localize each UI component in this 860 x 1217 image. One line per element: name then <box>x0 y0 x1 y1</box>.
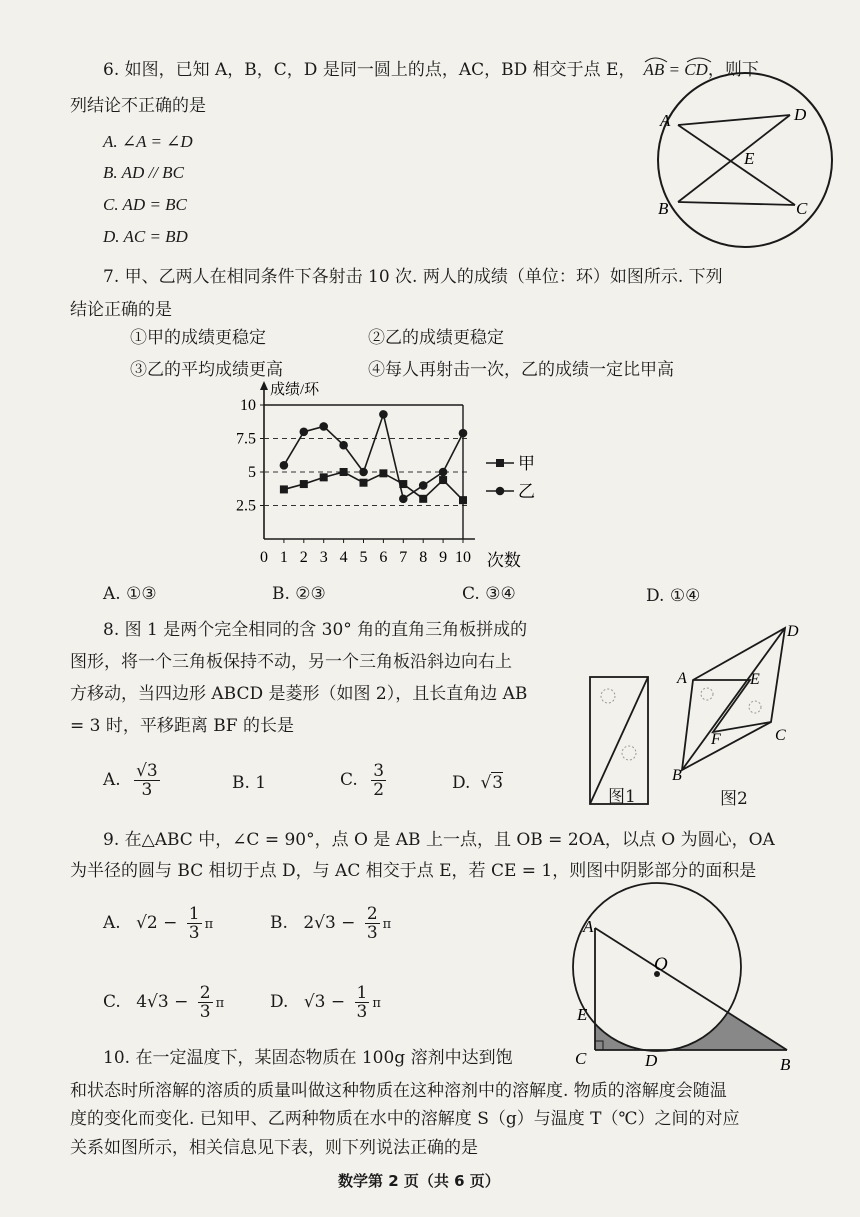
q6-label-b: B <box>658 199 669 218</box>
q8-label-c: C <box>775 727 786 744</box>
q10-line3: 度的变化而变化. 已知甲、乙两种物质在水中的溶解度 S（g）与温度 T（℃）之间的对应 <box>70 1109 740 1129</box>
series-1-point <box>300 480 308 488</box>
series-2-point <box>399 495 408 504</box>
q9-label-b: B <box>780 1055 791 1074</box>
series-2-point <box>339 441 348 450</box>
q8-option-c-numerator: 3 <box>373 761 385 781</box>
x-tick-label: 7 <box>399 549 408 566</box>
x-tick-label: 8 <box>419 549 428 566</box>
q9-option-b: B. 2√3 − $\frac{2}{3}$ π <box>270 904 392 943</box>
x-tick-label: 10 <box>455 549 471 566</box>
q8-option-c: C. $\frac{3}{2}$ <box>340 761 385 800</box>
x-tick-label: 0 <box>260 549 268 566</box>
y-tick-label: 7.5 <box>236 430 256 448</box>
q8-label-a: A <box>677 670 687 687</box>
q7-statement-3: ③乙的平均成绩更高 <box>130 360 283 380</box>
q7-option-a: A. ①③ <box>103 584 157 604</box>
legend-label-2: 乙 <box>518 482 535 501</box>
series-2-point <box>280 461 289 470</box>
q7-option-d: D. ①④ <box>646 586 701 606</box>
q6-label-a: A <box>660 111 671 130</box>
series-2-point <box>379 410 388 419</box>
q6-label-d: D <box>794 105 807 124</box>
q6-arc-equation: AB = CD <box>643 60 707 80</box>
q9-option-a: A. √2 − $\frac{1}{3}$ π <box>103 904 214 943</box>
q8-figures <box>585 622 845 812</box>
q7-option-b: B. ②③ <box>272 584 326 604</box>
q8-line4: = 3 时，平移距离 BF 的长是 <box>70 716 294 736</box>
q8-label-e: E <box>750 671 760 688</box>
q6-option-c: C. AD = BC <box>103 195 187 214</box>
x-tick-label: 9 <box>439 549 448 566</box>
q9-label-a: A <box>583 917 594 936</box>
x-tick-label: 6 <box>379 549 388 566</box>
q7-statement-2: ②乙的成绩更稳定 <box>368 328 504 348</box>
y-tick-label: 2.5 <box>236 497 256 515</box>
q7-statement-1: ①甲的成绩更稳定 <box>130 328 266 348</box>
q8-line3: 方移动，当四边形 ABCD 是菱形（如图 2），且长直角边 AB <box>70 684 528 704</box>
q7-option-c: C. ③④ <box>462 584 516 604</box>
series-2-point <box>459 429 468 438</box>
q10-line4: 关系如图所示，相关信息见下表，则下列说法正确的是 <box>70 1138 478 1158</box>
y-axis-label: 成绩/环 <box>270 382 320 398</box>
series-1-point <box>439 476 447 484</box>
q8-option-a-denominator: 3 <box>141 780 153 800</box>
y-tick-label: 5 <box>248 464 256 481</box>
q6-option-d: D. AC = BD <box>103 227 188 246</box>
q10-line2: 和状态时所溶解的溶质的质量叫做这种物质在这种溶剂中的溶解度. 物质的溶解度会随温 <box>70 1081 727 1101</box>
q8-line1: 8. 图 1 是两个完全相同的含 30° 角的直角三角板拼成的 <box>103 620 528 640</box>
series-1-point <box>379 469 387 477</box>
q6-label-e: E <box>744 149 755 168</box>
q6-option-a: A. ∠A = ∠D <box>103 132 193 151</box>
legend-label-1: 甲 <box>518 454 535 473</box>
legend-marker-1 <box>496 459 504 467</box>
series-1-point <box>320 473 328 481</box>
q6-circle-figure <box>650 90 840 250</box>
q8-fig1-caption-text: 图1 <box>608 787 636 807</box>
x-axis-label: 次数 <box>486 551 521 570</box>
q9-label-c: C <box>575 1049 587 1068</box>
q9-option-c: C. 4√3 − $\frac{2}{3}$ π <box>103 983 225 1022</box>
q7-line2: 结论正确的是 <box>70 300 172 320</box>
q8-option-a: A. $\frac{√3}{3}$ <box>103 761 158 800</box>
series-1-point <box>340 468 348 476</box>
q9-label-o: O <box>654 954 668 975</box>
series-1-point <box>280 485 288 493</box>
q9-label-e: E <box>577 1005 588 1024</box>
series-2-point <box>439 468 448 477</box>
series-2-point <box>319 422 328 431</box>
q6-option-b: B. AD // BC <box>103 163 184 182</box>
x-tick-label: 4 <box>339 549 348 566</box>
legend-marker-2 <box>496 487 505 496</box>
q8-option-d: D. √3 <box>452 773 504 793</box>
y-axis-arrow <box>260 381 268 390</box>
x-tick-label: 3 <box>319 549 328 566</box>
q8-label-d: D <box>787 623 799 640</box>
q8-option-a-numerator: √3 <box>136 761 158 781</box>
q6-line1: 6. 如图，已知 A，B，C，D 是同一圆上的点，AC，BD 相交于点 E， AB = CD ，则下 <box>103 60 759 80</box>
series-1-point <box>360 479 368 487</box>
series-2-point <box>300 428 309 437</box>
q8-fig2-caption-text: 图2 <box>720 789 748 809</box>
q8-option-b: B. 1 <box>232 773 267 793</box>
q7-score-chart <box>228 380 588 580</box>
x-tick-label: 2 <box>299 549 308 566</box>
q7-line1: 7. 甲、乙两人在相同条件下各射击 10 次. 两人的成绩（单位：环）如图所示. 下列 <box>103 267 723 287</box>
q8-option-c-denominator: 2 <box>373 780 385 800</box>
series-1-point <box>419 495 427 503</box>
x-tick-label: 5 <box>359 549 368 566</box>
x-tick-label: 1 <box>279 549 288 566</box>
q8-line2: 图形，将一个三角板保持不动，另一个三角板沿斜边向右上 <box>70 652 512 672</box>
q9-line1: 9. 在△ABC 中，∠C = 90°，点 O 是 AB 上一点，且 OB = 2OA，以点 O 为圆心，OA <box>103 830 775 850</box>
q9-label-d: D <box>645 1051 658 1070</box>
q8-option-d-value: 3 <box>492 773 504 793</box>
q9-circle-figure <box>570 898 830 1078</box>
page-footer: 数学第 2 页（共 6 页） <box>338 1172 500 1190</box>
q6-line2: 列结论不正确的是 <box>70 96 206 116</box>
q6-label-c: C <box>796 199 808 218</box>
q10-line1: 10. 在一定温度下，某固态物质在 100g 溶剂中达到饱 <box>103 1048 513 1068</box>
series-2-point <box>419 481 428 490</box>
q9-line2: 为半径的圆与 BC 相切于点 D，与 AC 相交于点 E，若 CE = 1，则图中阴影部分的面积是 <box>70 861 757 881</box>
series-1-point <box>459 496 467 504</box>
y-tick-label: 10 <box>240 397 256 414</box>
series-2-point <box>359 468 368 477</box>
q9-option-d: D. √3 − $\frac{1}{3}$ π <box>270 983 381 1022</box>
q8-label-f: F <box>711 731 721 748</box>
q8-label-b: B <box>672 767 682 784</box>
q7-statement-4: ④每人再射击一次，乙的成绩一定比甲高 <box>368 360 674 380</box>
